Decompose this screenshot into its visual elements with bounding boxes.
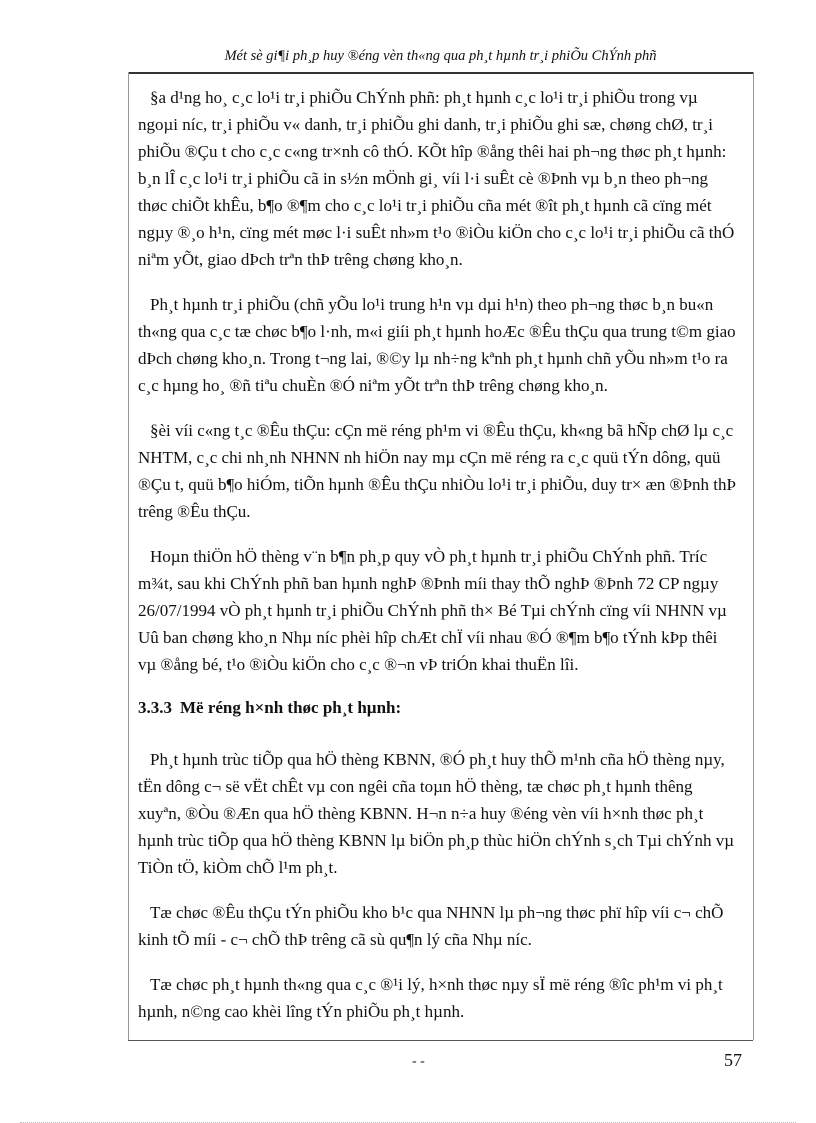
header-rule <box>128 72 753 74</box>
page-number: 57 <box>724 1050 742 1070</box>
paragraph-diversify-bonds: §a d¹ng ho¸ c¸c lo¹i tr¸i phiÕu ChÝnh phñ: ph¸t hµnh c¸c lo¹i tr¸i phiÕu trong vµ ngoµi níc, tr¸i phiÕu v« danh, tr¸i phiÕu ghi danh, tr¸i phiÕu ghi sæ, chøng chØ, tr¸i phiÕu ®Çu t cho c¸c c«ng tr×nh cô thÓ. KÕt hîp ®ång thêi hai ph¬ng thøc ph¸t hµnh: b¸n lÎ c¸c lo¹i tr¸i phiÕu cã in s½n mÖnh gi¸ víi l·i suÊt cè ®Þnh vµ b¸n theo ph¬ng thøc chiÕt khÊu, b¶o ®¶m cho c¸c lo¹i tr¸i phiÕu cña mét ®ît ph¸t hµnh cã cïng mét ngµy ®¸o h¹n, cïng mét møc l·i suÊt nh»m t¹o ®iÒu kiÖn cho c¸c lo¹i tr¸i phiÕu cã thÓ niªm yÕt, giao dÞch trªn thÞ trêng chøng kho¸n. <box>138 88 735 269</box>
running-header: Mét sè gi¶i ph¸p huy ®éng vèn th«ng qua ph¸t hµnh tr¸i phiÕu ChÝnh phñ <box>224 48 657 64</box>
paragraph-wholesale-issuance: Ph¸t hµnh tr¸i phiÕu (chñ yÕu lo¹i trung h¹n vµ dµi h¹n) theo ph¬ng thøc b¸n bu«n th«ng qua c¸c tæ chøc b¶o l·nh, m«i giíi ph¸t hµnh hoÆc ®Êu thÇu qua trung t©m giao dÞch chøng kho¸n. Trong t¬ng lai, ®©y lµ nh÷ng kªnh ph¸t hµnh chñ yÕu nh»m t¹o ra c¸c hµng ho¸ ®ñ tiªu chuÈn ®Ó niªm yÕt trªn thÞ trêng chøng kho¸n. <box>138 295 736 395</box>
section-title: Më réng h×nh thøc ph¸t hµnh: <box>180 698 402 717</box>
paragraph-auction: §èi víi c«ng t¸c ®Êu thÇu: cÇn më réng ph¹m vi ®Êu thÇu, kh«ng bã hÑp chØ lµ c¸c NHTM, c¸c chi nh¸nh NHNN nh hiÖn nay mµ cÇn më réng ra c¸c quü tÝn dông, quü ®Çu t, quü b¶o hiÓm, tiÕn hµnh ®Êu thÇu nhiÒu lo¹i tr¸i phiÕu, duy tr× æn ®Þnh thÞ trêng ®Êu thÇu. <box>138 421 736 521</box>
section-number: 3.3.3 <box>138 698 172 717</box>
page-body <box>138 84 738 1043</box>
paragraph-legal-framework: Hoµn thiÖn hÖ thèng v¨n b¶n ph¸p quy vÒ ph¸t hµnh tr¸i phiÕu ChÝnh phñ. Tríc m¾t, sau khi ChÝnh phñ ban hµnh nghÞ ®Þnh míi thay thÕ nghÞ ®Þnh 72 CP ngµy 26/07/1994 vÒ ph¸t hµnh tr¸i phiÕu ChÝnh phñ th× Bé Tµi chÝnh cïng víi NHNN vµ Uû ban chøng kho¸n Nhµ níc phèi hîp chÆt chÏ víi nhau ®Ó ®¶m b¶o tÝnh kÞp thêi vµ ®ång bé, t¹o ®iÒu kiÖn cho c¸c ®¬n vÞ triÓn khai thuËn lîi. <box>138 547 727 674</box>
page-border-left <box>128 72 129 1040</box>
paragraph-treasury-bill-auction: Tæ chøc ®Êu thÇu tÝn phiÕu kho b¹c qua NHNN lµ ph¬ng thøc phï hîp víi c¬ chÕ kinh tÕ míi - c¬ chÕ thÞ trêng cã sù qu¶n lý cña Nhµ níc. <box>138 903 724 949</box>
paragraph-agent-issuance: Tæ chøc ph¸t hµnh th«ng qua c¸c ®¹i lý, h×nh thøc nµy sÏ më réng ®îc ph¹m vi ph¸t hµnh, n©ng cao khèi lîng tÝn phiÕu ph¸t hµnh. <box>138 975 723 1021</box>
footer-dash: - - <box>412 1054 425 1069</box>
paragraph-direct-issuance: Ph¸t hµnh trùc tiÕp qua hÖ thèng KBNN, ®Ó ph¸t huy thÕ m¹nh cña hÖ thèng nµy, tËn dông c¬ së vËt chÊt vµ con ngêi cña toµn hÖ thèng, tæ chøc ph¸t hµnh thêng xuyªn, ®Òu ®Æn qua hÖ thèng KBNN. H¬n n÷a huy ®éng vèn víi h×nh thøc ph¸t hµnh trùc tiÕp qua hÖ thèng KBNN lµ biÖn ph¸p thùc hiÖn chÝnh s¸ch Tµi chÝnh vµ TiÒn tÖ, kiÒm chÕ l¹m ph¸t. <box>138 750 735 877</box>
section-heading <box>138 696 738 720</box>
page-border-right <box>753 72 754 1040</box>
